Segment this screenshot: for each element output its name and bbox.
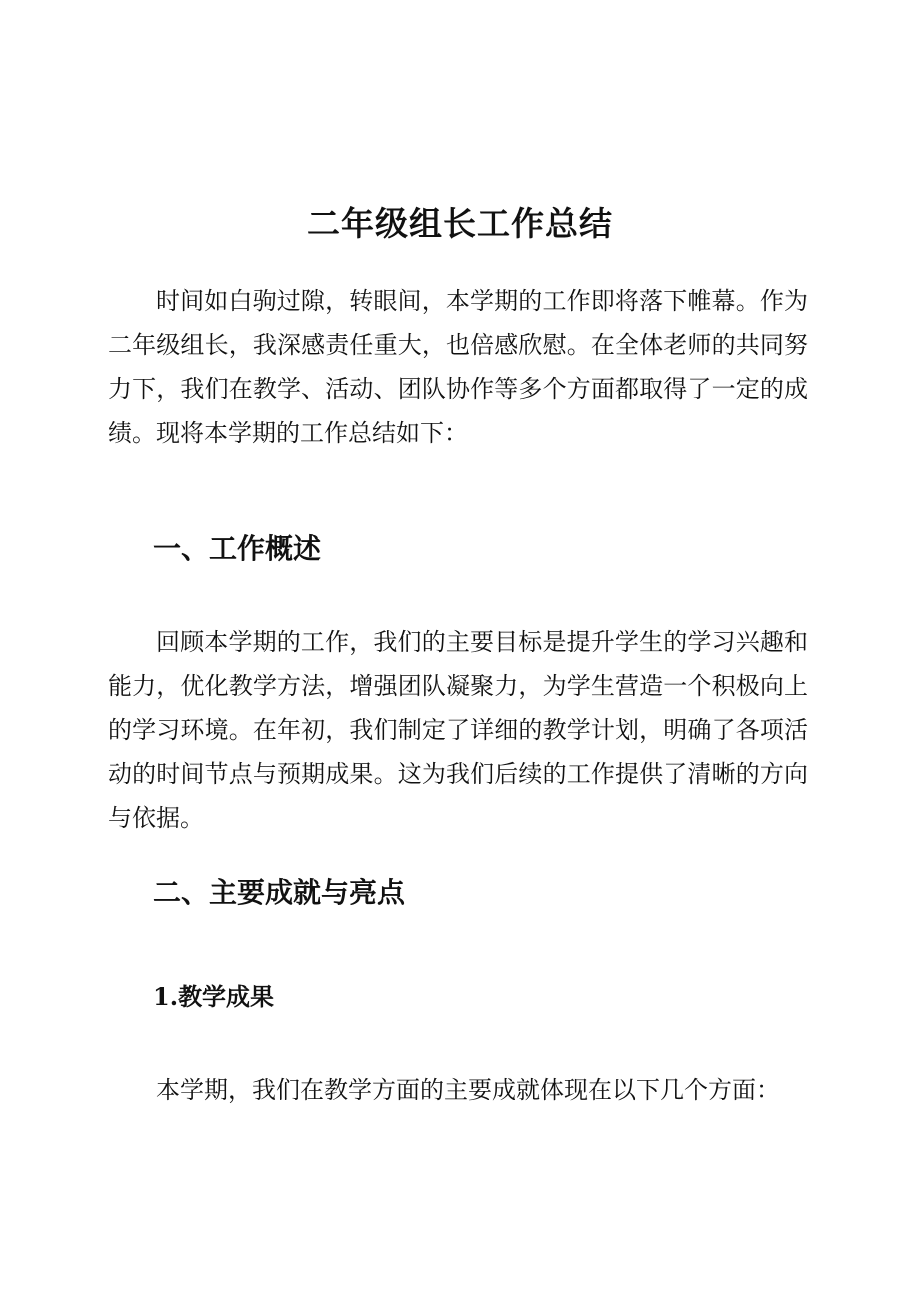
document-title: 二年级组长工作总结 bbox=[307, 204, 613, 244]
teaching-results-paragraph: 本学期，我们在教学方面的主要成就体现在以下几个方面： bbox=[156, 1076, 780, 1104]
subheading-label: 教学成果 bbox=[178, 982, 275, 1011]
section-heading-overview: 一、工作概述 bbox=[153, 532, 322, 565]
intro-paragraph: 时间如白驹过隙，转眼间，本学期的工作即将落下帷幕。作为二年级组长，我深感责任重大，也倍感欣慰。在全体老师的共同努力下，我们在教学、活动、团队协作等多个方面都取得了一定的成绩。现将本学期的工作总结如下： bbox=[108, 287, 808, 447]
section-heading-achievements: 二、主要成就与亮点 bbox=[153, 876, 406, 909]
overview-paragraph: 回顾本学期的工作，我们的主要目标是提升学生的学习兴趣和能力，优化教学方法，增强团队凝聚力，为学生营造一个积极向上的学习环境。在年初，我们制定了详细的教学计划，明确了各项活动的时间节点与预期成果。这为我们后续的工作提供了清晰的方向与依据。 bbox=[108, 628, 808, 832]
subheading-number: 1. bbox=[153, 982, 179, 1011]
subheading-teaching-results bbox=[153, 977, 274, 1017]
